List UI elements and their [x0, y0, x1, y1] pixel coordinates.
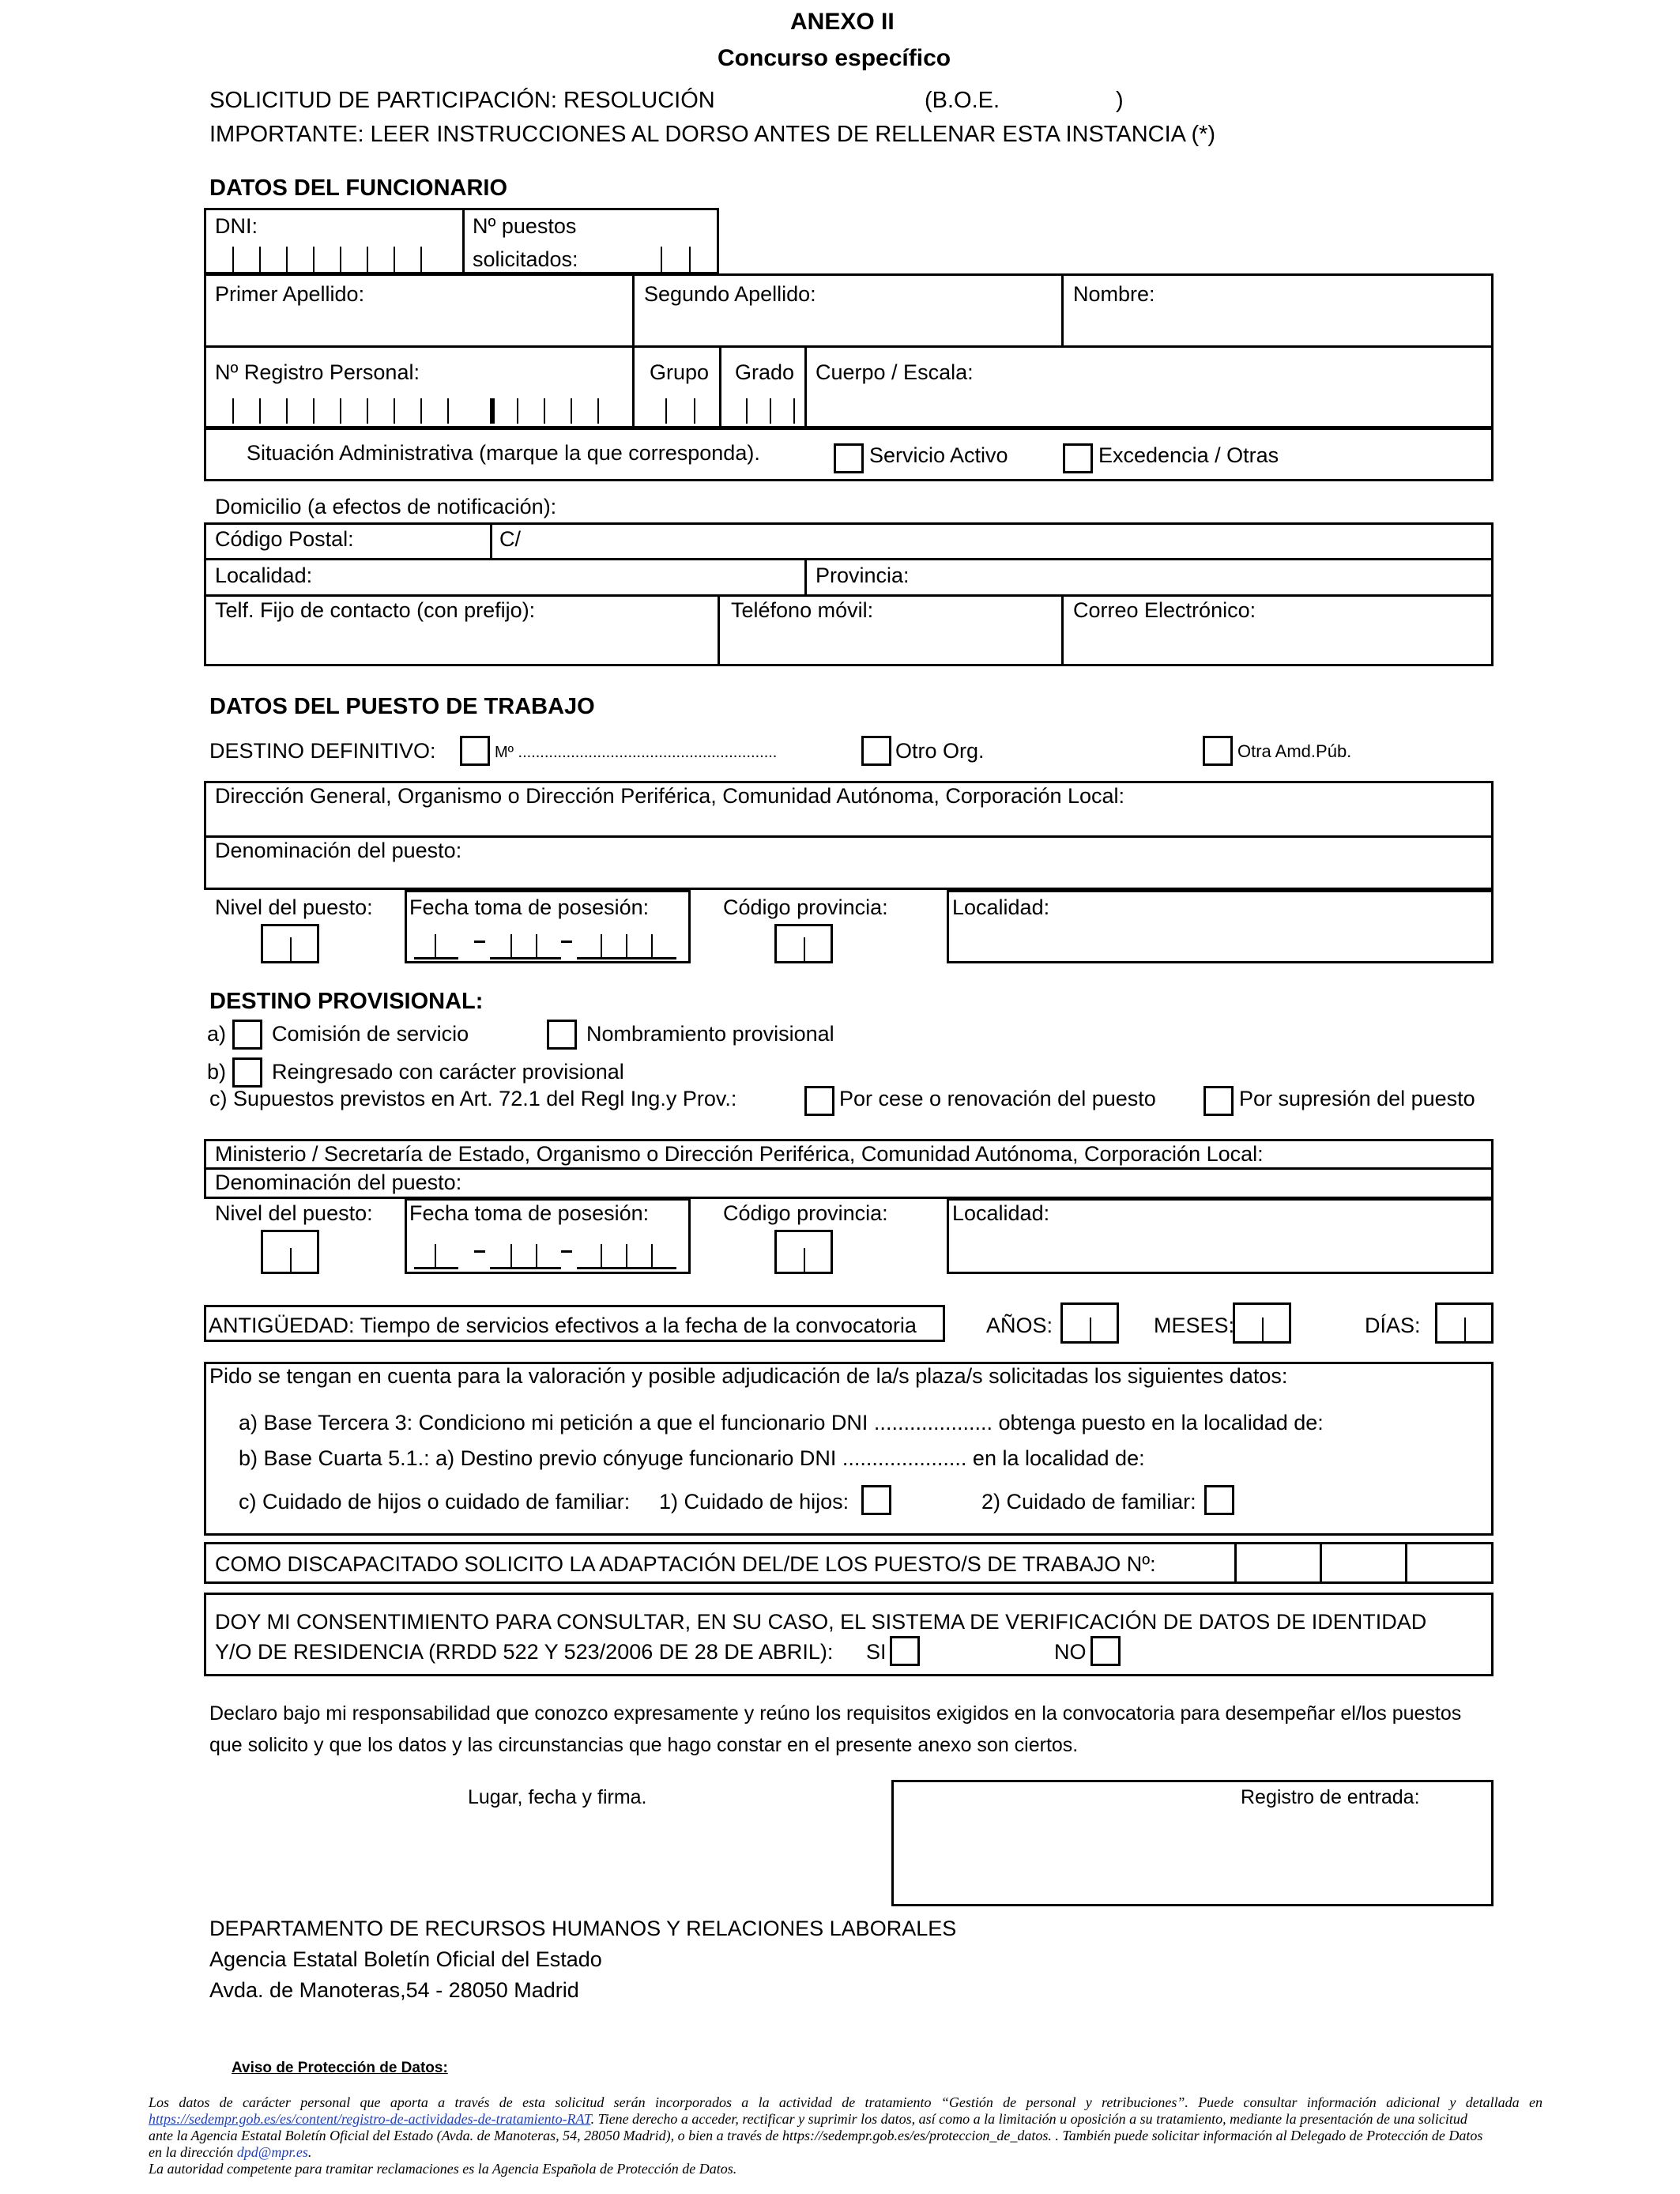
telefono-movil-field[interactable]: [723, 626, 1058, 662]
localidad-label: Localidad:: [215, 564, 313, 587]
meses-input[interactable]: [1233, 1302, 1291, 1344]
nivel-puesto-input[interactable]: [261, 924, 319, 963]
localidad-puesto-field[interactable]: [951, 922, 1489, 959]
grado-digit-boxes[interactable]: [743, 398, 798, 425]
puesto-adaptacion-1-field[interactable]: [1237, 1545, 1318, 1581]
situacion-label: Situación Administrativa (marque la que corresponda).: [247, 441, 760, 465]
aviso-line2-text: . Tiene derecho a acceder, rectificar y suprimir los datos, así como a la limitación u oposición a su tratamiento, mediante la presentación de una solicitud: [590, 2111, 1467, 2127]
segundo-apellido-label: Segundo Apellido:: [644, 282, 816, 306]
nombre-label: Nombre:: [1073, 282, 1155, 306]
section-heading-funcionario: DATOS DEL FUNCIONARIO: [209, 175, 508, 201]
aviso-line1: Los datos de carácter personal que aporta a través de esta solicitud serán incorporados a la actividad de tratamiento “Gestión de personal y retribuciones”. Puede consultar información adicional y detallada en: [149, 2094, 1543, 2110]
domicilio-label: Domicilio (a efectos de notificación):: [215, 495, 557, 518]
declaracion-line1: Declaro bajo mi responsabilidad que conozco expresamente y reúno los requisitos exigidos en la convocatoria para desempeñar el/los puestos: [209, 1702, 1462, 1725]
servicio-activo-label: Servicio Activo: [869, 443, 1008, 467]
ministerio-organismo-label: Ministerio / Secretaría de Estado, Organismo o Dirección Periférica, Comunidad Autónoma, Corporación Local:: [215, 1142, 1264, 1166]
registro-personal-label: Nº Registro Personal:: [215, 360, 420, 384]
puestos-digit-boxes[interactable]: [657, 247, 705, 273]
important-notice: IMPORTANTE: LEER INSTRUCCIONES AL DORSO ANTES DE RELLENAR ESTA INSTANCIA (*): [209, 122, 1216, 147]
por-cese-label: Por cese o renovación del puesto: [839, 1087, 1156, 1110]
denominacion-puesto-label: Denominación del puesto:: [215, 839, 462, 862]
reingresado-label: Reingresado con carácter provisional: [272, 1060, 624, 1084]
declaracion-line2: que solicito y que los datos y las circunstancias que hago constar en el presente anexo son ciertos.: [209, 1734, 1079, 1756]
localidad-field[interactable]: [332, 560, 798, 592]
anos-label: AÑOS:: [986, 1314, 1053, 1337]
puestos-label-2: solicitados:: [473, 247, 578, 271]
option-b-label: b): [207, 1060, 227, 1084]
grado-label: Grado: [735, 360, 795, 384]
consentimiento-si-checkbox[interactable]: [890, 1636, 920, 1666]
direccion-general-field[interactable]: [207, 809, 1489, 835]
direccion-general-label: Dirección General, Organismo o Dirección Periférica, Comunidad Autónoma, Corporación Local:: [215, 784, 1125, 808]
divider: [632, 273, 635, 428]
divider: [718, 594, 720, 666]
nombramiento-provisional-label: Nombramiento provisional: [586, 1022, 834, 1046]
destino-definitivo-label: DESTINO DEFINITIVO:: [209, 739, 436, 763]
excedencia-checkbox[interactable]: [1063, 443, 1093, 473]
provincia-label: Provincia:: [816, 564, 910, 587]
dni-label: DNI:: [215, 214, 258, 238]
destinatario-agencia: Agencia Estatal Boletín Oficial del Estado: [209, 1947, 602, 1971]
divider: [462, 208, 465, 274]
registro-entrada-label: Registro de entrada:: [1241, 1786, 1420, 1808]
dni-digit-boxes[interactable]: [229, 247, 443, 273]
localidad-provisional-field[interactable]: [951, 1230, 1489, 1269]
ministerio-checkbox[interactable]: [460, 736, 490, 766]
nivel-provisional-input[interactable]: [261, 1230, 319, 1274]
lugar-fecha-firma-label: Lugar, fecha y firma.: [468, 1786, 647, 1808]
nivel-provisional-label: Nivel del puesto:: [215, 1201, 373, 1225]
provincia-field[interactable]: [925, 560, 1486, 592]
aviso-rat-link[interactable]: https://sedempr.gob.es/es/content/registro-de-actividades-de-tratamiento-RAT: [149, 2111, 591, 2127]
destinatario-direccion: Avda. de Manoteras,54 - 28050 Madrid: [209, 1978, 579, 2002]
otra-administracion-checkbox[interactable]: [1203, 736, 1233, 766]
denominacion-provisional-label: Denominación del puesto:: [215, 1171, 462, 1194]
divider: [1061, 594, 1064, 666]
codigo-provincia-provisional-label: Código provincia:: [723, 1201, 888, 1225]
divider: [1061, 273, 1064, 346]
cuidado-familiar-label: 2) Cuidado de familiar:: [981, 1490, 1196, 1514]
form-subtitle: Concurso específico: [718, 45, 951, 71]
divider: [804, 558, 807, 595]
boe-close: ): [1116, 88, 1124, 113]
aviso-line4-end: .: [307, 2144, 312, 2160]
denominacion-puesto-field[interactable]: [207, 865, 1489, 888]
excedencia-label: Excedencia / Otras: [1098, 443, 1279, 467]
divider: [204, 345, 1494, 348]
primer-apellido-field[interactable]: [207, 310, 629, 343]
annex-title: ANEXO II: [790, 9, 895, 35]
ministerio-label: Mº ...........................................................: [495, 744, 778, 761]
cuidado-hijos-checkbox[interactable]: [861, 1485, 891, 1515]
divider: [1234, 1542, 1237, 1584]
aviso-line2: [149, 2111, 1543, 2128]
calle-field[interactable]: [529, 525, 1486, 556]
declaracion-text: [209, 1699, 1494, 1759]
codigo-provincia-provisional-input[interactable]: [774, 1230, 833, 1274]
discapacitado-label: COMO DISCAPACITADO SOLICITO LA ADAPTACIÓN DEL/DE LOS PUESTO/S DE TRABAJO Nº:: [215, 1552, 1156, 1576]
localidad-puesto-label: Localidad:: [952, 895, 1050, 919]
destinatario-departamento: DEPARTAMENTO DE RECURSOS HUMANOS Y RELACIONES LABORALES: [209, 1917, 957, 1940]
valoracion-option-b: b) Base Cuarta 5.1.: a) Destino previo cónyuge funcionario DNI ..................... en la localidad de:: [239, 1446, 1145, 1470]
cuidado-familiar-checkbox[interactable]: [1204, 1485, 1234, 1515]
aviso-title: Aviso de Protección de Datos:: [232, 2060, 448, 2076]
calle-label: C/: [499, 527, 521, 551]
consentimiento-no-checkbox[interactable]: [1090, 1636, 1121, 1666]
fecha-toma-label: Fecha toma de posesión:: [409, 895, 650, 919]
divider: [1320, 1542, 1322, 1584]
codigo-postal-label: Código Postal:: [215, 527, 354, 551]
registro-digit-boxes[interactable]: [229, 398, 624, 425]
puesto-adaptacion-2-field[interactable]: [1323, 1545, 1403, 1581]
nivel-puesto-label: Nivel del puesto:: [215, 895, 373, 919]
consentimiento-si-label: SI: [866, 1640, 887, 1664]
antiguedad-label: ANTIGÜEDAD: Tiempo de servicios efectivos a la fecha de la convocatoria: [209, 1314, 917, 1337]
valoracion-option-a: a) Base Tercera 3: Condiciono mi petición a que el funcionario DNI .................... obtenga puesto en la localidad de:: [239, 1411, 1324, 1434]
codigo-provincia-label: Código provincia:: [723, 895, 888, 919]
telefono-fijo-label: Telf. Fijo de contacto (con prefijo):: [215, 598, 536, 622]
fecha-provisional-label: Fecha toma de posesión:: [409, 1201, 650, 1225]
option-a-label: a): [207, 1022, 227, 1046]
puesto-adaptacion-3-field[interactable]: [1408, 1545, 1490, 1581]
por-supresion-label: Por supresión del puesto: [1239, 1087, 1475, 1110]
cuidado-hijos-label: 1) Cuidado de hijos:: [659, 1490, 849, 1514]
divider: [804, 345, 807, 428]
comision-servicio-checkbox[interactable]: [232, 1020, 262, 1050]
servicio-activo-checkbox[interactable]: [834, 443, 864, 473]
boe-label: (B.O.E.: [925, 88, 1000, 113]
segundo-apellido-field[interactable]: [636, 310, 1058, 343]
resolution-line: SOLICITUD DE PARTICIPACIÓN: RESOLUCIÓN: [209, 88, 715, 113]
cuerpo-escala-field[interactable]: [810, 387, 1488, 425]
valoracion-option-c: c) Cuidado de hijos o cuidado de familiar:: [239, 1490, 631, 1514]
puestos-label-1: Nº puestos: [473, 214, 577, 238]
grupo-digit-boxes[interactable]: [662, 398, 710, 425]
correo-field[interactable]: [1067, 626, 1487, 662]
comision-servicio-label: Comisión de servicio: [272, 1022, 469, 1046]
consentimiento-line2: Y/O DE RESIDENCIA (RRDD 522 Y 523/2006 DE 28 DE ABRIL):: [215, 1640, 834, 1664]
reingresado-checkbox[interactable]: [232, 1057, 262, 1088]
divider: [204, 594, 1494, 597]
section-heading-provisional: DESTINO PROVISIONAL:: [209, 989, 484, 1014]
codigo-provincia-input[interactable]: [774, 924, 833, 963]
telefono-movil-label: Teléfono móvil:: [731, 598, 874, 622]
firma-area[interactable]: [332, 1815, 806, 1902]
nombramiento-provisional-checkbox[interactable]: [547, 1020, 577, 1050]
dias-label: DÍAS:: [1365, 1314, 1421, 1337]
aviso-line3: ante la Agencia Estatal Boletín Oficial del Estado (Avda. de Manoteras, 54, 28050 Madrid), o bien a través de https://sedempr.gob.es/es/proteccion_de_datos. . También puede solicitar información al Delegado de Protección de Datos: [149, 2128, 1483, 2143]
nombre-field[interactable]: [1065, 310, 1489, 343]
telefono-fijo-field[interactable]: [207, 626, 713, 662]
valoracion-intro: Pido se tengan en cuenta para la valoración y posible adjudicación de la/s plaza/s solicitadas los siguientes datos:: [209, 1364, 1288, 1388]
aviso-dpd-link[interactable]: dpd@mpr.es: [236, 2144, 308, 2160]
option-c-label: c) Supuestos previstos en Art. 72.1 del Regl Ing.y Prov.:: [209, 1087, 737, 1110]
otro-organismo-checkbox[interactable]: [861, 736, 891, 766]
fecha-toma-date-boxes[interactable]: [411, 931, 680, 959]
por-cese-checkbox[interactable]: [804, 1086, 834, 1116]
consentimiento-line1: DOY MI CONSENTIMIENTO PARA CONSULTAR, EN SU CASO, EL SISTEMA DE VERIFICACIÓN DE DATOS DE IDENTIDAD: [215, 1610, 1427, 1634]
cuerpo-escala-label: Cuerpo / Escala:: [816, 360, 974, 384]
consentimiento-no-label: NO: [1054, 1640, 1087, 1664]
dias-input[interactable]: [1435, 1302, 1494, 1344]
primer-apellido-label: Primer Apellido:: [215, 282, 365, 306]
grupo-label: Grupo: [650, 360, 710, 384]
aviso-line5: La autoridad competente para tramitar reclamaciones es la Agencia Española de Protección de Datos.: [149, 2161, 737, 2177]
otro-organismo-label: Otro Org.: [895, 739, 985, 763]
correo-label: Correo Electrónico:: [1073, 598, 1256, 622]
aviso-body: [149, 2094, 1543, 2177]
por-supresion-checkbox[interactable]: [1203, 1086, 1234, 1116]
section-heading-puesto: DATOS DEL PUESTO DE TRABAJO: [209, 694, 595, 719]
otra-administracion-label: Otra Amd.Púb.: [1237, 741, 1352, 761]
anos-input[interactable]: [1060, 1302, 1119, 1344]
fecha-provisional-date-boxes[interactable]: [411, 1241, 680, 1269]
divider: [719, 345, 721, 428]
divider: [490, 522, 492, 559]
meses-label: MESES:: [1154, 1314, 1235, 1337]
denominacion-provisional-field[interactable]: [474, 1170, 1489, 1195]
aviso-line4: [149, 2144, 1543, 2161]
divider: [1405, 1542, 1407, 1584]
aviso-line4-text: en la dirección: [149, 2144, 237, 2160]
localidad-provisional-label: Localidad:: [952, 1201, 1050, 1225]
